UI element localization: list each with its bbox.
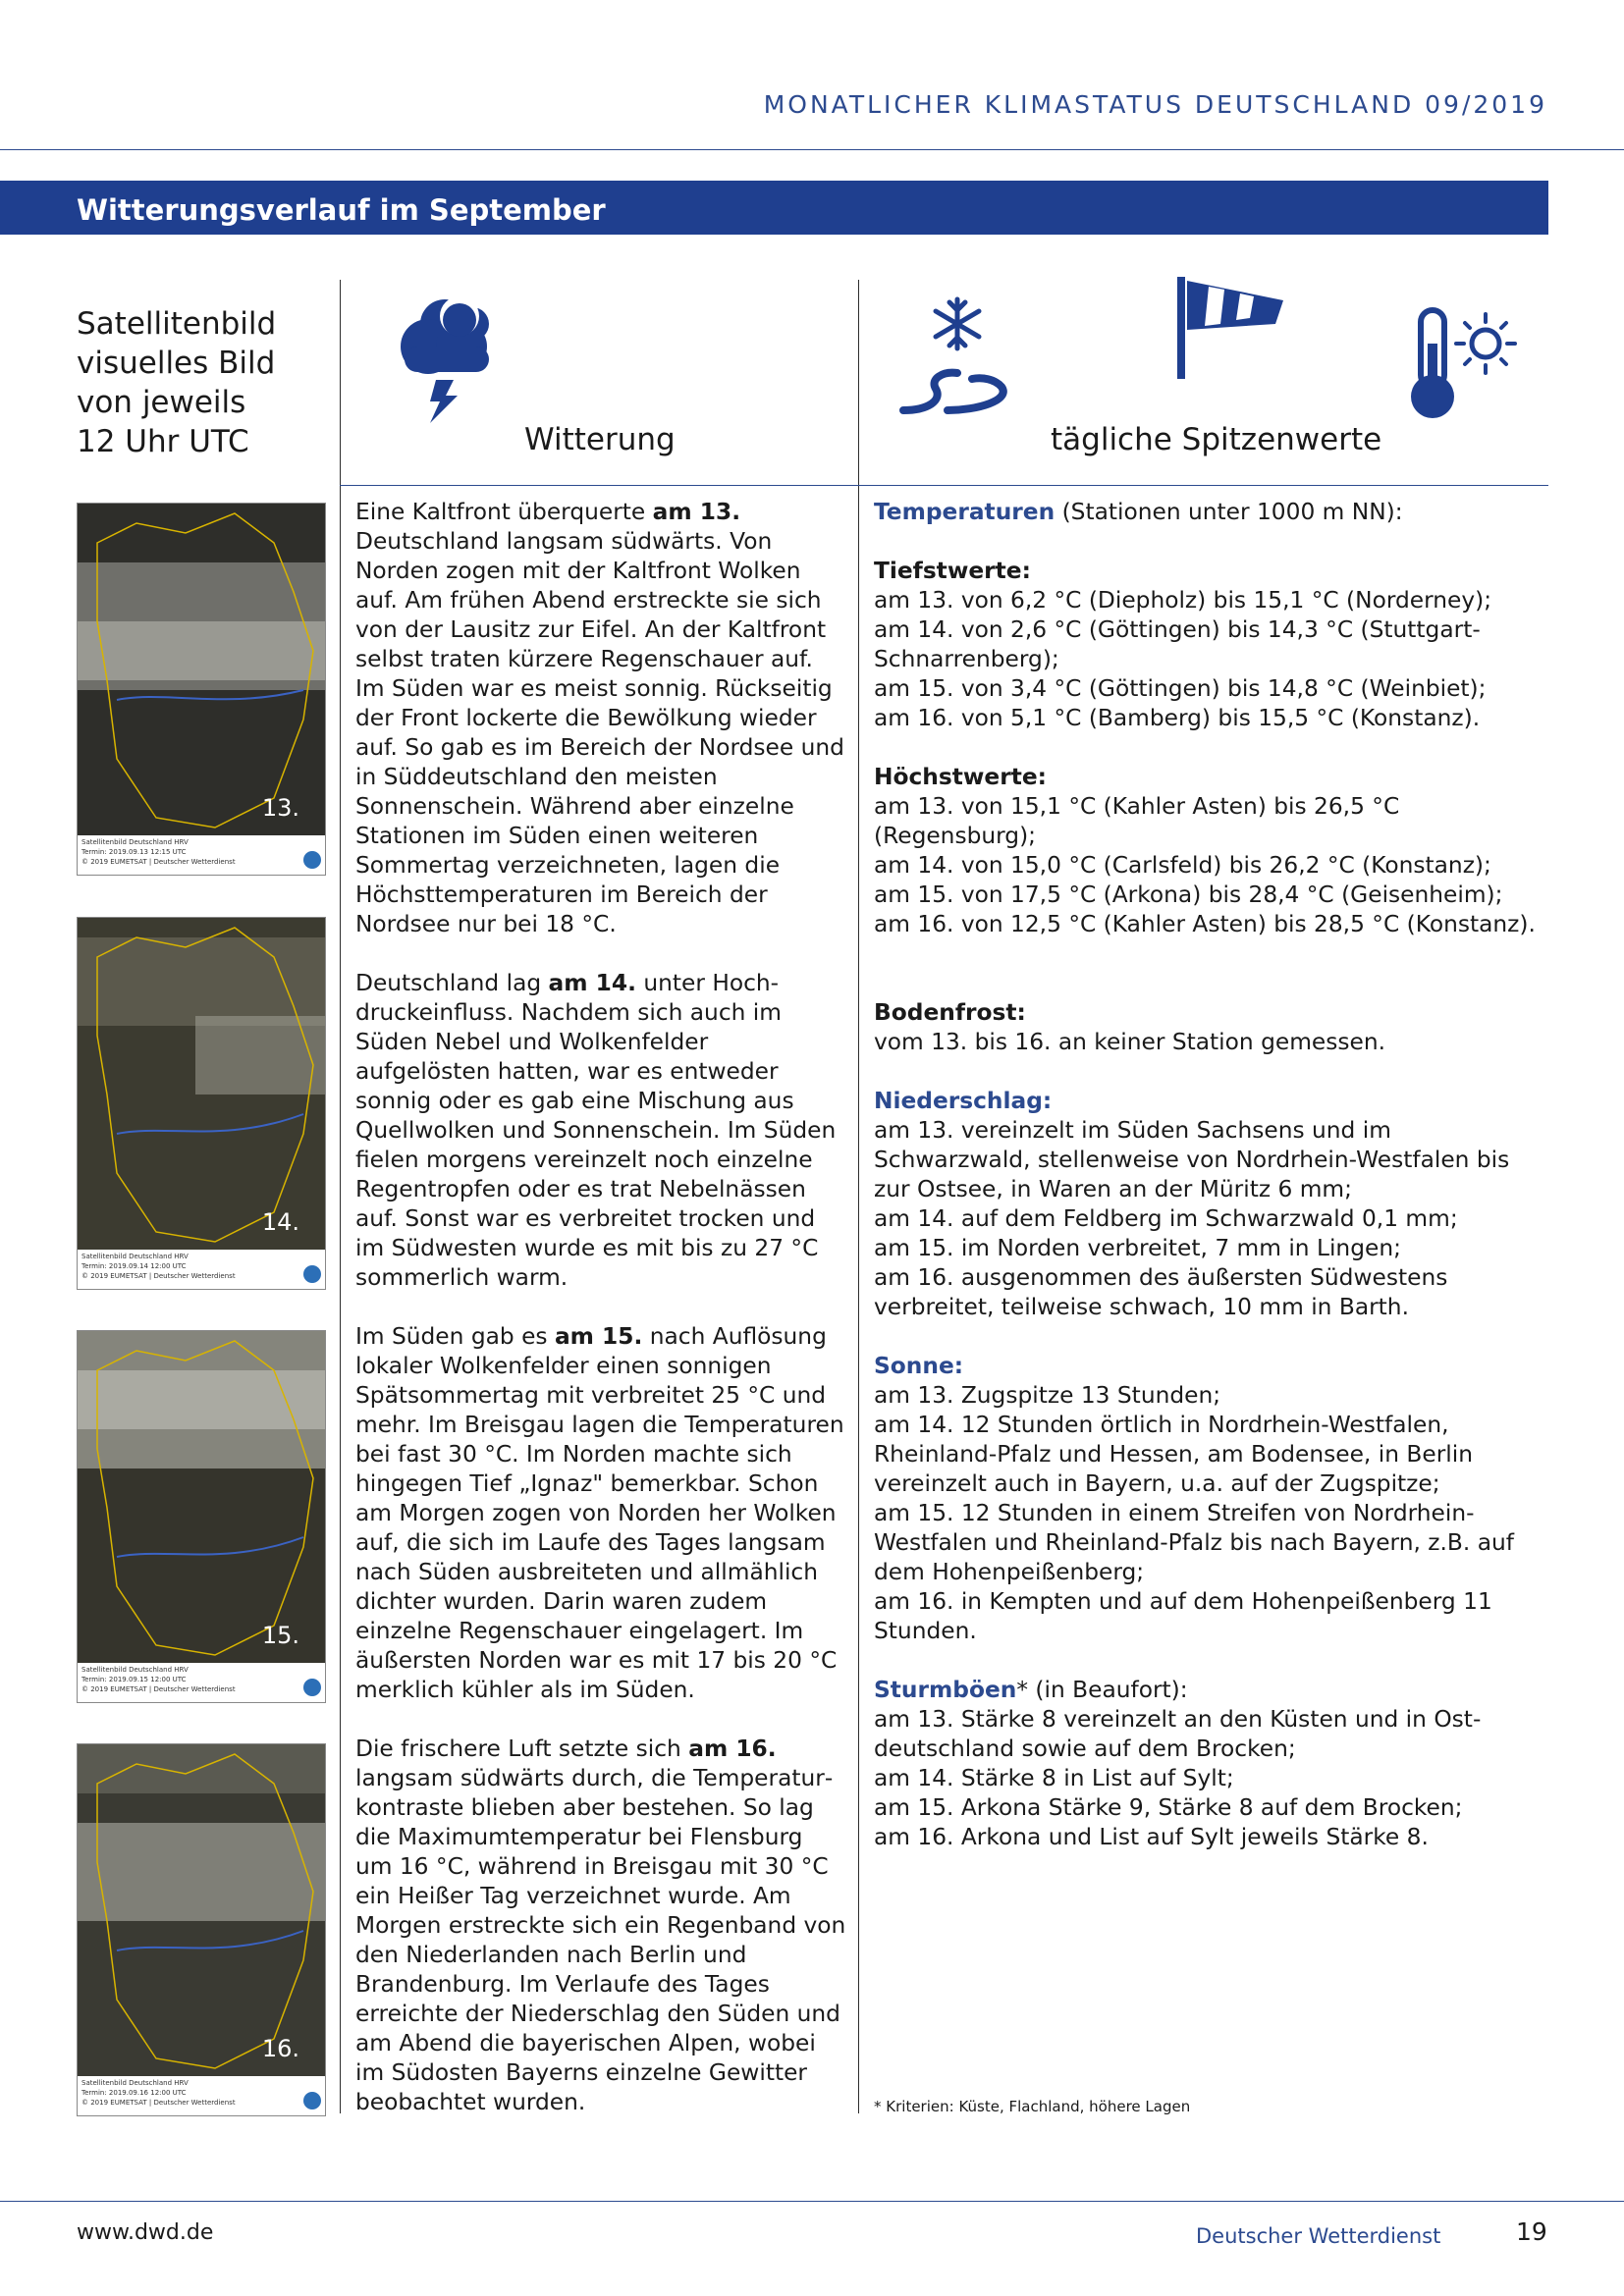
min-values-heading: Tiefstwerte: [874,558,1031,584]
list-item: am 15. von 3,4 °C (Göttingen) bis 14,8 °C (Weinbiet); [874,675,1487,702]
caption-line: Satellitenbild Deutschland HRV [81,1666,189,1674]
satellite-map-graphic [78,1331,325,1663]
list-item: am 14. auf dem Feldberg im Schwarzwald 0,1 mm; [874,1205,1458,1232]
caption-line: Satellitenbild Deutschland HRV [81,2079,189,2087]
snow-road-icon [898,294,1016,417]
weather-description [355,498,846,2147]
satellite-day-label: 16. [261,2035,299,2062]
date-bold: am 13. [652,499,741,525]
heading-line: visuelles Bild [77,346,276,381]
weather-paragraph-15 [355,1322,846,1705]
text: Im Süden gab es [355,1323,555,1350]
satellite-map-graphic [78,1744,325,2076]
min-values-block [874,557,1551,733]
windsock-icon [1173,273,1291,381]
caption-line: © 2019 EUMETSAT | Deutscher Wetterdienst [81,1685,236,1693]
list-item: am 16. Arkona und List auf Sylt jeweils Stärke 8. [874,1824,1429,1850]
text: Deutschland lag [355,970,549,996]
max-values-heading: Höchstwerte: [874,764,1047,790]
list-item: am 16. von 12,5 °C (Kahler Asten) bis 28,5 °C (Konstanz). [874,911,1536,937]
satellite-caption [78,2076,325,2115]
caption-line: Termin: 2019.09.13 12:15 UTC [81,848,187,856]
date-bold: am 14. [548,970,636,996]
weather-paragraph-13 [355,498,846,939]
list-item: am 16. von 5,1 °C (Bamberg) bis 15,5 °C (Konstanz). [874,705,1481,731]
heading-line: Satellitenbild [77,306,277,342]
heading-line: 12 Uhr UTC [77,424,249,459]
list-item: am 14. Stärke 8 in List auf Sylt; [874,1765,1234,1791]
heading-line: von jeweils [77,385,246,420]
list-item: am 16. in Kempten und auf dem Hohenpeißenberg 11 Stunden. [874,1588,1492,1644]
satellite-day-label: 14. [261,1208,299,1236]
list-item: am 13. vereinzelt im Süden Sachsens und im Schwarzwald, stellenweise von Nordrhein-Westfalen bis zur Ostsee, in Waren an der Müritz 6 mm; [874,1117,1510,1202]
section-title: Witterungsverlauf im September [77,193,606,227]
satellite-column-heading [77,304,276,461]
eumetsat-logo-icon [303,1679,321,1696]
gusts-note: * (in Beaufort): [1016,1677,1188,1703]
header-row-divider [340,485,1548,486]
caption-line: Termin: 2019.09.15 12:00 UTC [81,1676,187,1683]
satellite-map-graphic [78,504,325,835]
text: nach Auflösung lokaler Wolkenfelder einen sonnigen Spätsommertag mit verbreitet 25 °C und mehr. Im Breisgau lagen die Temperaturen bei fast 30 °C. Im Norden machte sich hingegen Tief „Ignaz" bemerkbar. Schon am Morgen zogen von Norden her Wolken auf, die sich im Laufe des Tages langsam nach Süden ausbreiteten und allmählich dichter wurden. Darin waren zudem einzelne Regenschauer eingelagert. Im äußersten Norden war es mit 17 bis 20 °C merklich kühler als im Süden. [355,1323,844,1703]
page-number: 19 [1516,2217,1547,2246]
list-item: am 13. von 6,2 °C (Diepholz) bis 15,1 °C (Norderney); [874,587,1492,614]
weather-paragraph-16 [355,1735,846,2117]
ground-frost-block [874,998,1551,1057]
satellite-image-day-15 [77,1330,326,1703]
satellite-caption [78,1250,325,1289]
sunshine-block [874,1352,1551,1646]
date-bold: am 15. [554,1323,643,1350]
satellite-image-day-13 [77,503,326,876]
footer-organisation: Deutscher Wetterdienst [1196,2224,1441,2248]
text: unter Hochdruckeinfluss. Nachdem sich auch im Süden Nebel und Wolkenfelder aufgelösten hatten, war es entweder sonnig oder es gab eine Mischung aus Quellwolken und Sonnenschein. Im Süden fielen morgens vereinzelt noch einzelne Regentropfen oder es trat Nebelnässen auf. Sonst war es verbreitet trocken und im Südwesten wurde es mit bis zu 27 °C sommerlich warm. [355,970,837,1291]
list-item: am 13. Stärke 8 vereinzelt an den Küsten und in Ostdeutschland sowie auf dem Brocken; [874,1706,1482,1762]
satellite-caption [78,835,325,875]
caption-line: Satellitenbild Deutschland HRV [81,838,189,846]
thermometer-sun-icon [1399,304,1522,422]
header-divider [0,149,1624,150]
list-item: am 14. von 2,6 °C (Göttingen) bis 14,3 °C (Stuttgart-Schnarrenberg); [874,616,1481,672]
precipitation-block [874,1087,1551,1322]
temperatures-block [874,498,1551,527]
text: Deutschland langsam südwärts. Von Norden zogen mit der Kaltfront Wolken auf. Am frühen Abend erstreckte sie sich von der Lausitz zur Eifel. An der Kaltfront selbst traten kürzere Regenschauer auf. Im Süden war es meist sonnig. Rückseitig der Front lockerte die Bewölkung wieder auf. So gab es im Bereich der Nordsee und in Süddeutschland den meisten Sonnenschein. Während aber einzelne Stationen im Süden einen weiteren Sommertag verzeichneten, lagen die Höchsttemperaturen im Bereich der Nordsee nur bei 18 °C. [355,528,844,937]
list-item: am 14. von 15,0 °C (Carlsfeld) bis 26,2 °C (Konstanz); [874,852,1491,879]
weather-paragraph-14 [355,969,846,1293]
text: Die frischere Luft setzte sich [355,1735,689,1762]
section-banner [0,181,1548,235]
caption-line: Termin: 2019.09.14 12:00 UTC [81,1262,187,1270]
satellite-image-day-14 [77,917,326,1290]
list-item: am 15. von 17,5 °C (Arkona) bis 28,4 °C (Geisenheim); [874,881,1503,908]
peak-values [874,498,1551,1882]
list-item: am 14. 12 Stunden örtlich in Nordrhein-Westfalen, Rheinland-Pfalz und Hessen, am Bodensee, in Berlin vereinzelt auch in Bayern, u.a. auf der Zugspitze; [874,1412,1473,1497]
weather-column-heading: Witterung [524,422,676,457]
list-item: vom 13. bis 16. an keiner Station gemessen. [874,1029,1386,1055]
satellite-caption [78,1663,325,1702]
column-divider-right [858,280,859,2113]
ground-frost-heading: Bodenfrost: [874,999,1026,1026]
caption-line: Termin: 2019.09.16 12:00 UTC [81,2089,187,2097]
list-item: am 15. 12 Stunden in einem Streifen von Nordrhein-Westfalen und Rheinland-Pfalz bis nach Bayern, z.B. auf dem Hohenpeißenberg; [874,1500,1514,1585]
satellite-day-label: 15. [261,1622,299,1649]
satellite-map-graphic [78,918,325,1250]
satellite-day-label: 13. [261,794,299,822]
peak-values-column-heading: tägliche Spitzenwerte [1051,422,1382,457]
gusts-block [874,1676,1551,1852]
caption-line: Satellitenbild Deutschland HRV [81,1253,189,1260]
eumetsat-logo-icon [303,851,321,869]
list-item: am 15. im Norden verbreitet, 7 mm in Lingen; [874,1235,1401,1261]
column-divider-left [340,280,341,2113]
text: Eine Kaltfront überquerte [355,499,653,525]
footer-url[interactable]: www.dwd.de [77,2220,214,2245]
temperatures-heading: Temperaturen [874,499,1056,525]
sunshine-heading: Sonne: [874,1353,964,1379]
caption-line: © 2019 EUMETSAT | Deutscher Wetterdienst [81,2099,236,2107]
satellite-image-day-16 [77,1743,326,2116]
footer-divider [0,2201,1624,2202]
gusts-heading: Sturmböen [874,1677,1017,1703]
date-bold: am 16. [688,1735,777,1762]
thunderstorm-cloud-icon [391,290,494,427]
list-item: am 13. Zugspitze 13 Stunden; [874,1382,1221,1409]
caption-line: © 2019 EUMETSAT | Deutscher Wetterdienst [81,1272,236,1280]
caption-line: © 2019 EUMETSAT | Deutscher Wetterdienst [81,858,236,866]
eumetsat-logo-icon [303,1265,321,1283]
text: langsam südwärts durch, die Temperaturkontraste blieben aber bestehen. So lag die Maximumtemperatur bei Flensburg um 16 °C, während in Breisgau mit 30 °C ein Heißer Tag verzeichnet wurde. Am Morgen erstreckte sich ein Regenband von den Niederlanden nach Berlin und Brandenburg. Im Verlaufe des Tages erreichte der Niederschlag den Süden und am Abend die bayerischen Alpen, wobei im Südosten Bayerns einzelne Gewitter beobachtet wurden. [355,1765,846,2115]
list-item: am 15. Arkona Stärke 9, Stärke 8 auf dem Brocken; [874,1794,1463,1821]
max-values-block [874,763,1551,939]
temperatures-note: (Stationen unter 1000 m NN): [1055,499,1403,525]
header-title: MONATLICHER KLIMASTATUS DEUTSCHLAND 09/2019 [763,90,1547,119]
list-item: am 13. von 15,1 °C (Kahler Asten) bis 26,5 °C (Regensburg); [874,793,1400,849]
precipitation-heading: Niederschlag: [874,1088,1053,1114]
footnote: * Kriterien: Küste, Flachland, höhere Lagen [874,2098,1191,2115]
list-item: am 16. ausgenommen des äußersten Südwestens verbreitet, teilweise schwach, 10 mm in Barth. [874,1264,1448,1320]
eumetsat-logo-icon [303,2092,321,2109]
